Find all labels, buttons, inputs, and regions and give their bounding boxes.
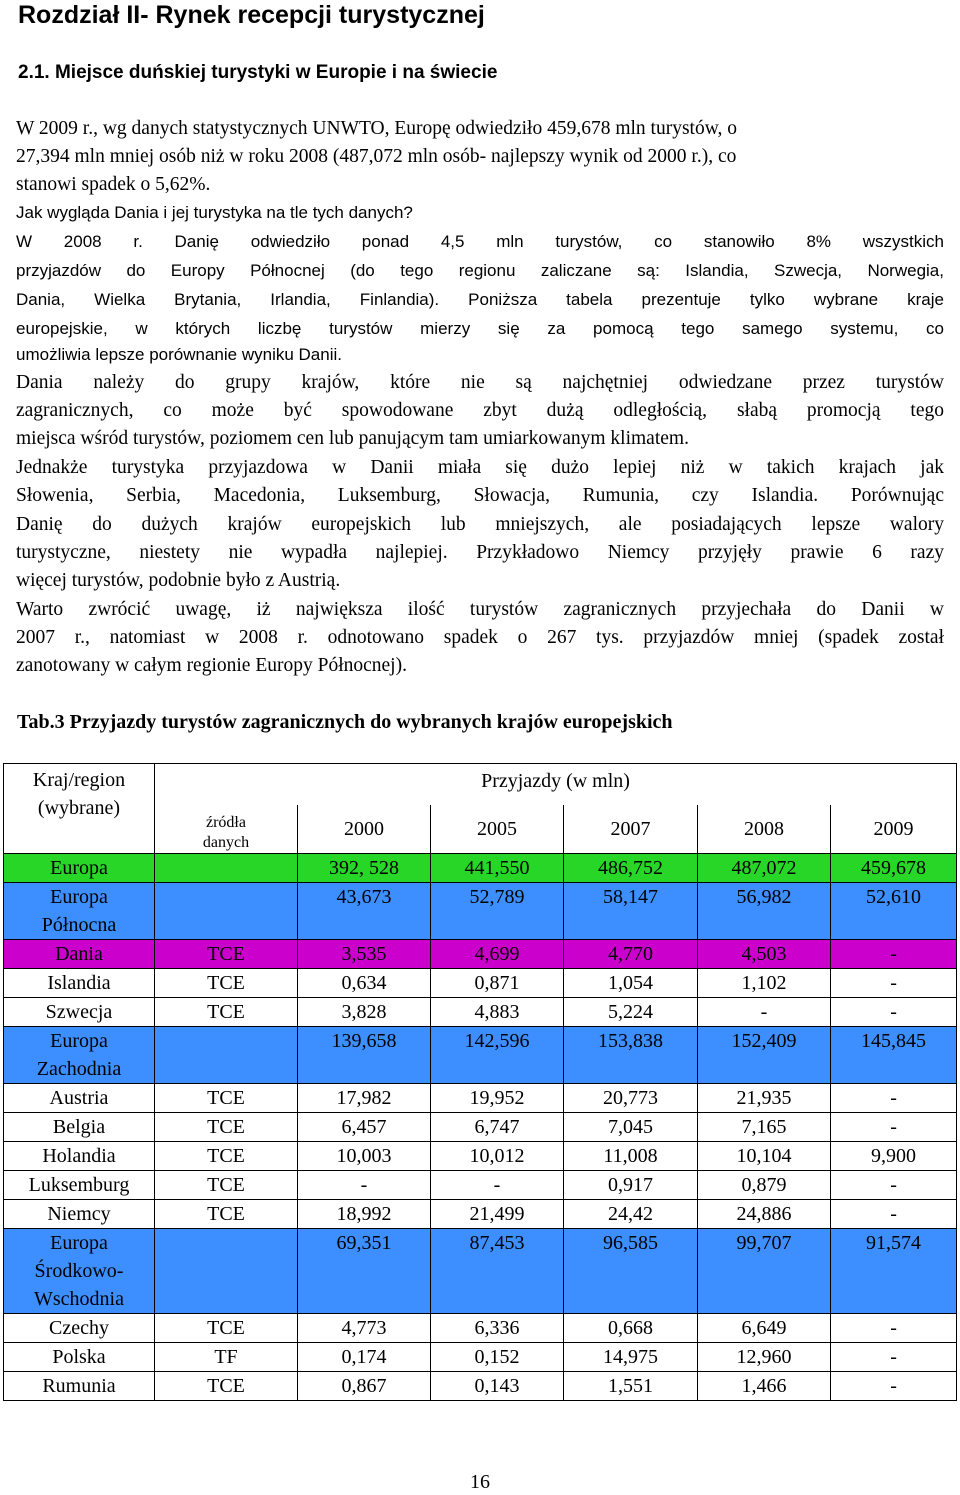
source-cell: TCE [155, 1113, 298, 1142]
value-cell: 459,678 [831, 854, 957, 883]
table-row [4, 969, 957, 998]
value-cell: - [831, 1372, 957, 1401]
value-cell: 10,104 [698, 1142, 831, 1171]
paragraph-line: Słowenia, Serbia, Macedonia, Luksemburg, Słowacja, Rumunia, czy Islandia. Porównując [16, 485, 944, 506]
value-cell: 21,499 [431, 1200, 564, 1229]
value-cell: 5,224 [564, 998, 698, 1027]
region-name: Europa [50, 1232, 108, 1254]
value-cell: 0,152 [431, 1343, 564, 1372]
paragraph-line: przyjazdów do Europy Północnej (do tego regionu zaliczane są: Islandia, Szwecja, Norwegia, [16, 261, 944, 280]
value-cell: 52,610 [831, 883, 957, 940]
region-name-cell [4, 1113, 155, 1142]
paragraph-line: Jednakże turystyka przyjazdowa w Danii miała się dużo lepiej niż w takich krajach jak [16, 457, 944, 478]
region-name-cell [4, 854, 155, 883]
table-row [4, 1171, 957, 1200]
source-cell: TCE [155, 1372, 298, 1401]
value-cell: 18,992 [298, 1200, 431, 1229]
value-cell: 10,012 [431, 1142, 564, 1171]
arrivals-table [3, 763, 957, 1401]
table-body [4, 764, 957, 1401]
value-cell: - [831, 1200, 957, 1229]
region-name-cell [4, 1171, 155, 1200]
value-cell: 11,008 [564, 1142, 698, 1171]
table-row [4, 1113, 957, 1142]
region-name: Austria [49, 1087, 109, 1109]
paragraph-line: Warto zwrócić uwagę, iż największa ilość turystów zagranicznych przyjechała do Danii w [16, 599, 944, 620]
value-cell: 4,699 [431, 940, 564, 969]
region-name-cell [4, 1229, 155, 1314]
source-cell [155, 883, 298, 940]
region-name-cell [4, 998, 155, 1027]
value-cell: - [698, 998, 831, 1027]
value-cell: - [831, 940, 957, 969]
source-cell: TCE [155, 998, 298, 1027]
region-name-cell [4, 1200, 155, 1229]
paragraph-question: Jak wygląda Dania i jej turystyka na tle tych danych? [16, 203, 413, 222]
source-header-line: danych [202, 834, 250, 851]
region-name: Europa [50, 1030, 108, 1052]
value-cell: 142,596 [431, 1027, 564, 1084]
value-cell: - [298, 1171, 431, 1200]
region-header-line: Kraj/region [32, 769, 126, 791]
chapter-title: Rozdział II- Rynek recepcji turystycznej [18, 1, 485, 29]
source-cell: TCE [155, 1314, 298, 1343]
region-name: Europa [50, 886, 108, 908]
value-cell: 17,982 [298, 1084, 431, 1113]
value-cell: - [831, 1314, 957, 1343]
year-header: 2000 [298, 805, 431, 854]
value-cell: - [831, 1343, 957, 1372]
table-title: Tab.3 Przyjazdy turystów zagranicznych do wybranych krajów europejskich [17, 711, 673, 733]
value-cell: 24,42 [564, 1200, 698, 1229]
value-cell: 91,574 [831, 1229, 957, 1314]
value-cell: 0,174 [298, 1343, 431, 1372]
year-header: 2005 [431, 805, 564, 854]
year-header: 2009 [831, 805, 957, 854]
value-cell: 153,838 [564, 1027, 698, 1084]
table-row [4, 1314, 957, 1343]
paragraph-line: umożliwia lepsze porównanie wyniku Danii. [16, 345, 342, 364]
region-name: Belgia [52, 1116, 106, 1138]
source-cell [155, 1229, 298, 1314]
paragraph-line: W 2009 r., wg danych statystycznych UNWTO, Europę odwiedziło 459,678 mln turystów, o [16, 118, 738, 139]
region-name: Holandia [42, 1145, 116, 1167]
source-cell: TCE [155, 1171, 298, 1200]
table-row [4, 998, 957, 1027]
region-name-cell [4, 1343, 155, 1372]
value-cell: 21,935 [698, 1084, 831, 1113]
paragraph-line: Dania należy do grupy krajów, które nie są najchętniej odwiedzane przez turystów [16, 372, 944, 393]
value-cell: 145,845 [831, 1027, 957, 1084]
value-cell: 3,828 [298, 998, 431, 1027]
source-cell [155, 854, 298, 883]
value-cell: 24,886 [698, 1200, 831, 1229]
value-cell: 486,752 [564, 854, 698, 883]
value-cell: 4,770 [564, 940, 698, 969]
value-cell: 4,773 [298, 1314, 431, 1343]
value-cell: 392, 528 [298, 854, 431, 883]
value-cell: 6,649 [698, 1314, 831, 1343]
table-row [4, 854, 957, 883]
value-cell: 7,165 [698, 1113, 831, 1142]
region-header [4, 764, 155, 854]
paragraph-line: więcej turystów, podobnie było z Austrią. [16, 570, 341, 591]
value-cell: 0,871 [431, 969, 564, 998]
region-name: Luksemburg [28, 1174, 130, 1196]
source-cell: TCE [155, 969, 298, 998]
value-cell: 0,879 [698, 1171, 831, 1200]
table-row [4, 883, 957, 940]
region-name: Europa [50, 857, 108, 879]
value-cell: 87,453 [431, 1229, 564, 1314]
value-cell: 0,917 [564, 1171, 698, 1200]
paragraph-line: europejskie, w których liczbę turystów mierzy się za pomocą tego samego systemu, co [16, 319, 944, 338]
value-cell: 6,747 [431, 1113, 564, 1142]
page-number: 16 [470, 1471, 490, 1493]
value-cell: 487,072 [698, 854, 831, 883]
region-name: Zachodnia [36, 1058, 122, 1080]
year-header: 2008 [698, 805, 831, 854]
region-name-cell [4, 1314, 155, 1343]
table-row [4, 1084, 957, 1113]
value-cell: 0,143 [431, 1372, 564, 1401]
source-cell: TCE [155, 1200, 298, 1229]
region-name-cell [4, 1372, 155, 1401]
paragraph-line: zagranicznych, co może być spowodowane zbyt dużą odległością, słabą promocją tego [16, 400, 944, 421]
value-cell: 1,551 [564, 1372, 698, 1401]
source-cell: TCE [155, 940, 298, 969]
table-row [4, 940, 957, 969]
value-cell: 99,707 [698, 1229, 831, 1314]
source-cell [155, 1027, 298, 1084]
value-cell: 10,003 [298, 1142, 431, 1171]
table-row [4, 1027, 957, 1084]
value-cell: 20,773 [564, 1084, 698, 1113]
table-row [4, 1200, 957, 1229]
region-name-cell [4, 1142, 155, 1171]
region-name: Środkowo- [34, 1260, 124, 1282]
value-cell: 58,147 [564, 883, 698, 940]
value-cell: 56,982 [698, 883, 831, 940]
region-name-cell [4, 883, 155, 940]
value-cell: 4,503 [698, 940, 831, 969]
region-name: Rumunia [42, 1375, 116, 1397]
paragraph-line: 27,394 mln mniej osób niż w roku 2008 (487,072 mln osób- najlepszy wynik od 2000 r.), co [16, 146, 737, 167]
region-name: Niemcy [47, 1203, 111, 1225]
value-cell: 14,975 [564, 1343, 698, 1372]
paragraph-line: miejsca wśród turystów, poziomem cen lub panującym tam umiarkowanym klimatem. [16, 428, 689, 449]
value-cell: - [831, 1171, 957, 1200]
value-cell: 4,883 [431, 998, 564, 1027]
region-header-line: (wybrane) [37, 797, 121, 819]
table-row [4, 1229, 957, 1314]
section-title: 2.1. Miejsce duńskiej turystyki w Europie i na świecie [18, 62, 498, 83]
value-cell: - [431, 1171, 564, 1200]
region-name: Wschodnia [34, 1288, 124, 1310]
source-cell: TCE [155, 1142, 298, 1171]
value-cell: 441,550 [431, 854, 564, 883]
region-name: Szwecja [45, 1001, 113, 1023]
table-header-row [4, 764, 957, 806]
region-name: Północna [41, 914, 117, 936]
value-cell: 1,466 [698, 1372, 831, 1401]
value-cell: 152,409 [698, 1027, 831, 1084]
value-cell: 43,673 [298, 883, 431, 940]
table-row [4, 1142, 957, 1171]
region-name: Czechy [49, 1317, 109, 1339]
region-name: Dania [55, 943, 103, 965]
source-header [155, 805, 298, 854]
value-cell: 12,960 [698, 1343, 831, 1372]
value-cell: 0,668 [564, 1314, 698, 1343]
region-name-cell [4, 1027, 155, 1084]
paragraph-line: Danię do dużych krajów europejskich lub mniejszych, ale posiadających lepsze walory [16, 514, 944, 535]
paragraph-line: W 2008 r. Danię odwiedziło ponad 4,5 mln turystów, co stanowiło 8% wszystkich [16, 232, 944, 251]
value-cell: 6,457 [298, 1113, 431, 1142]
value-cell: 0,634 [298, 969, 431, 998]
value-cell: 9,900 [831, 1142, 957, 1171]
value-cell: - [831, 1084, 957, 1113]
source-cell: TCE [155, 1084, 298, 1113]
value-cell: 1,102 [698, 969, 831, 998]
region-name-cell [4, 969, 155, 998]
value-cell: - [831, 969, 957, 998]
value-cell: 7,045 [564, 1113, 698, 1142]
value-cell: 96,585 [564, 1229, 698, 1314]
value-cell: 0,867 [298, 1372, 431, 1401]
table-row [4, 1372, 957, 1401]
arrivals-group-header: Przyjazdy (w mln) [155, 764, 957, 806]
source-header-line: źródła [206, 814, 246, 831]
value-cell: 3,535 [298, 940, 431, 969]
source-cell: TF [155, 1343, 298, 1372]
paragraph-line: Dania, Wielka Brytania, Irlandia, Finlandia). Poniższa tabela prezentuje tylko wybrane kraje [16, 290, 944, 309]
value-cell: - [831, 1113, 957, 1142]
value-cell: 52,789 [431, 883, 564, 940]
region-name-cell [4, 940, 155, 969]
paragraph-line: stanowi spadek o 5,62%. [16, 174, 211, 195]
region-name-cell [4, 1084, 155, 1113]
year-header: 2007 [564, 805, 698, 854]
region-name: Islandia [47, 972, 111, 994]
value-cell: 6,336 [431, 1314, 564, 1343]
paragraph-line: zanotowany w całym regionie Europy Północnej). [16, 655, 407, 676]
value-cell: 1,054 [564, 969, 698, 998]
value-cell: 139,658 [298, 1027, 431, 1084]
value-cell: 69,351 [298, 1229, 431, 1314]
table-row [4, 1343, 957, 1372]
paragraph-line: turystyczne, niestety nie wypadła najlepiej. Przykładowo Niemcy przyjęły prawie 6 razy [16, 542, 944, 563]
value-cell: - [831, 998, 957, 1027]
region-name: Polska [52, 1346, 106, 1368]
value-cell: 19,952 [431, 1084, 564, 1113]
paragraph-line: 2007 r., natomiast w 2008 r. odnotowano spadek o 267 tys. przyjazdów mniej (spadek został [16, 627, 944, 648]
